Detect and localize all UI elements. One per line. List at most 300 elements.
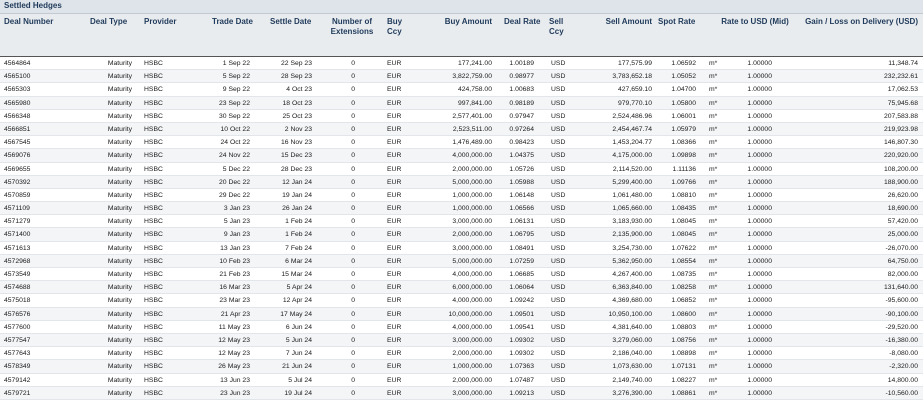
cell-sell-ccy: USD — [551, 310, 566, 318]
cell-deal-number: 4570392 — [4, 178, 31, 186]
col-header-deal-type[interactable]: Deal Type — [90, 17, 128, 26]
cell-rate-to-usd: 1.00000 — [747, 336, 772, 344]
cell-settle-date: 19 Jan 24 — [282, 191, 312, 199]
cell-trade-date: 13 Jun 23 — [220, 376, 250, 384]
cell-sell-amount: 3,279,060.00 — [612, 336, 652, 344]
cell-extensions: 0 — [351, 297, 355, 305]
cell-extensions: 0 — [351, 112, 355, 120]
cell-buy-ccy: EUR — [387, 165, 402, 173]
cell-gain-loss: 146,807.30 — [883, 139, 918, 147]
cell-sell-ccy: USD — [551, 125, 566, 133]
table-row[interactable] — [0, 387, 923, 400]
cell-sell-amount: 3,183,930.00 — [612, 218, 652, 226]
cell-rate-to-usd: 1.00000 — [747, 191, 772, 199]
cell-deal-rate: 0.98189 — [509, 99, 534, 107]
cell-spot-rate: 1.08435 — [671, 205, 696, 213]
cell-trade-date: 23 Jun 23 — [220, 389, 250, 397]
table-row[interactable] — [0, 97, 923, 110]
col-header-deal-number[interactable]: Deal Number — [4, 17, 54, 26]
cell-deal-number: 4565100 — [4, 73, 31, 81]
cell-trade-date: 11 May 23 — [218, 323, 250, 331]
cell-settle-date: 5 Jul 24 — [288, 376, 312, 384]
cell-sell-amount: 1,065,660.00 — [612, 205, 652, 213]
col-header-provider[interactable]: Provider — [144, 17, 177, 26]
cell-deal-rate: 1.09541 — [509, 323, 534, 331]
cell-spot-rate: 1.08227 — [671, 376, 696, 384]
cell-provider: HSBC — [144, 73, 163, 81]
cell-gain-loss: 17,062.53 — [887, 86, 918, 94]
cell-settle-date: 28 Sep 23 — [281, 73, 312, 81]
table-row[interactable] — [0, 189, 923, 202]
cell-buy-ccy: EUR — [387, 60, 402, 67]
cell-provider: HSBC — [144, 257, 163, 265]
cell-deal-type: Maturity — [107, 139, 132, 147]
cell-trade-date: 24 Nov 22 — [219, 152, 250, 160]
cell-method: m* — [709, 257, 718, 265]
cell-rate-to-usd: 1.00000 — [747, 271, 772, 278]
cell-settle-date: 5 Apr 24 — [286, 284, 312, 292]
cell-sell-ccy: USD — [551, 389, 566, 397]
cell-deal-number: 4566851 — [4, 125, 31, 133]
cell-sell-ccy: USD — [551, 297, 566, 305]
cell-method: m* — [709, 323, 718, 331]
cell-deal-number: 4564864 — [4, 60, 31, 67]
table-row[interactable] — [0, 347, 923, 360]
cell-buy-ccy: EUR — [387, 310, 402, 318]
cell-buy-amount: 1,000,000.00 — [452, 191, 492, 199]
col-header-buy-ccy[interactable]: Buy Ccy — [387, 17, 403, 36]
cell-extensions: 0 — [351, 139, 355, 147]
cell-provider: HSBC — [144, 310, 163, 318]
table-row[interactable] — [0, 268, 923, 281]
cell-deal-number: 4571109 — [4, 205, 30, 213]
cell-rate-to-usd: 1.00000 — [747, 152, 772, 160]
cell-buy-amount: 3,000,000.00 — [452, 244, 492, 252]
col-header-sell-amount[interactable]: Sell Amount — [605, 17, 652, 26]
cell-gain-loss: 11,348.74 — [888, 60, 918, 67]
table-row[interactable] — [0, 149, 923, 162]
cell-sell-amount: 2,454,467.74 — [612, 125, 652, 133]
table-row[interactable] — [0, 202, 923, 215]
cell-deal-type: Maturity — [107, 125, 132, 133]
cell-sell-ccy: USD — [551, 350, 566, 358]
cell-rate-to-usd: 1.00000 — [747, 376, 772, 384]
table-row[interactable] — [0, 57, 923, 70]
cell-trade-date: 29 Dec 22 — [219, 191, 250, 199]
cell-buy-ccy: EUR — [387, 257, 402, 265]
cell-settle-date: 6 Jun 24 — [285, 323, 312, 331]
cell-extensions: 0 — [351, 125, 355, 133]
cell-deal-rate: 1.00683 — [509, 86, 534, 94]
cell-trade-date: 5 Sep 22 — [222, 73, 250, 81]
cell-sell-ccy: USD — [551, 363, 566, 371]
col-header-settle-date[interactable]: Settle Date — [270, 17, 312, 26]
cell-buy-ccy: EUR — [387, 125, 402, 133]
cell-sell-ccy: USD — [551, 60, 566, 67]
cell-provider: HSBC — [144, 205, 163, 213]
cell-method: m* — [709, 244, 718, 252]
cell-buy-amount: 1,000,000.00 — [452, 205, 492, 213]
cell-gain-loss: 220,920.00 — [883, 152, 918, 160]
cell-provider: HSBC — [144, 218, 163, 226]
cell-provider: HSBC — [144, 336, 163, 344]
cell-extensions: 0 — [351, 205, 355, 213]
cell-buy-amount: 3,000,000.00 — [452, 389, 492, 397]
cell-settle-date: 4 Oct 23 — [286, 86, 312, 94]
cell-deal-type: Maturity — [107, 73, 132, 81]
cell-method: m* — [709, 125, 718, 133]
cell-sell-amount: 979,770.10 — [617, 99, 652, 107]
table-row[interactable] — [0, 321, 923, 334]
table-row[interactable] — [0, 123, 923, 136]
cell-extensions: 0 — [351, 231, 355, 239]
cell-buy-ccy: EUR — [387, 376, 402, 384]
cell-trade-date: 12 May 23 — [218, 350, 250, 358]
table-body — [0, 57, 923, 400]
cell-buy-ccy: EUR — [387, 99, 402, 107]
cell-extensions: 0 — [351, 271, 355, 278]
cell-method: m* — [709, 112, 718, 120]
cell-settle-date: 1 Feb 24 — [285, 231, 312, 239]
cell-deal-type: Maturity — [107, 257, 132, 265]
cell-buy-ccy: EUR — [387, 271, 402, 278]
cell-trade-date: 10 Oct 22 — [220, 125, 250, 133]
panel-title-bar — [0, 0, 923, 14]
cell-gain-loss: -8,080.00 — [889, 350, 918, 358]
cell-rate-to-usd: 1.00000 — [747, 297, 772, 305]
cell-buy-amount: 3,000,000.00 — [452, 218, 492, 226]
cell-buy-ccy: EUR — [387, 178, 402, 186]
cell-settle-date: 7 Feb 24 — [285, 244, 312, 252]
cell-extensions: 0 — [351, 165, 355, 173]
cell-deal-rate: 1.07363 — [509, 363, 534, 371]
cell-deal-number: 4571400 — [4, 231, 31, 239]
cell-trade-date: 20 Dec 22 — [219, 178, 250, 186]
cell-deal-type: Maturity — [107, 363, 132, 371]
cell-deal-type: Maturity — [107, 178, 132, 186]
cell-deal-type: Maturity — [107, 323, 132, 331]
cell-provider: HSBC — [144, 191, 163, 199]
cell-trade-date: 9 Sep 22 — [222, 86, 250, 94]
table-row[interactable] — [0, 360, 923, 373]
cell-buy-amount: 4,000,000.00 — [452, 297, 492, 305]
cell-sell-amount: 5,362,950.00 — [612, 257, 652, 265]
table-row[interactable] — [0, 334, 923, 347]
cell-spot-rate: 1.08600 — [671, 310, 696, 318]
cell-sell-amount: 4,381,640.00 — [612, 323, 652, 331]
cell-sell-ccy: USD — [551, 99, 566, 107]
cell-deal-number: 4571279 — [4, 218, 31, 226]
cell-spot-rate: 1.08366 — [671, 139, 696, 147]
cell-deal-type: Maturity — [107, 284, 132, 292]
cell-buy-ccy: EUR — [387, 323, 402, 331]
cell-gain-loss: 232,232.61 — [883, 73, 918, 81]
cell-deal-number: 4567545 — [4, 139, 31, 147]
cell-deal-number: 4569076 — [4, 152, 31, 160]
cell-buy-ccy: EUR — [387, 86, 402, 94]
cell-rate-to-usd: 1.00000 — [747, 310, 772, 318]
cell-buy-amount: 4,000,000.00 — [452, 271, 492, 278]
cell-sell-amount: 1,061,480.00 — [612, 191, 652, 199]
cell-rate-to-usd: 1.00000 — [747, 99, 772, 107]
cell-method: m* — [709, 178, 718, 186]
cell-buy-ccy: EUR — [387, 218, 402, 226]
cell-provider: HSBC — [144, 284, 163, 292]
cell-deal-rate: 1.05988 — [509, 178, 534, 186]
cell-deal-rate: 1.09302 — [509, 336, 534, 344]
cell-deal-rate: 1.06064 — [509, 284, 534, 292]
cell-buy-ccy: EUR — [387, 244, 402, 252]
table-row[interactable] — [0, 308, 923, 321]
cell-trade-date: 24 Oct 22 — [220, 139, 250, 147]
cell-provider: HSBC — [144, 231, 163, 239]
cell-settle-date: 18 Oct 23 — [282, 99, 312, 107]
table-row[interactable] — [0, 163, 923, 176]
cell-spot-rate: 1.08810 — [671, 191, 696, 199]
cell-settle-date: 25 Oct 23 — [282, 112, 312, 120]
cell-method: m* — [709, 350, 718, 358]
cell-deal-number: 4577643 — [4, 350, 31, 358]
cell-method: m* — [709, 191, 718, 199]
table-row[interactable] — [0, 70, 923, 83]
cell-sell-amount: 2,186,040.00 — [612, 350, 652, 358]
cell-trade-date: 1 Sep 22 — [222, 60, 250, 67]
cell-gain-loss: 207,583.88 — [883, 112, 918, 120]
cell-buy-amount: 997,841.00 — [457, 99, 492, 107]
panel-title: Settled Hedges — [4, 1, 62, 10]
cell-spot-rate: 1.08861 — [671, 389, 696, 397]
cell-spot-rate: 1.08258 — [671, 284, 696, 292]
cell-sell-amount: 2,135,900.00 — [612, 231, 652, 239]
col-header-spot-rate[interactable]: Spot Rate — [658, 17, 696, 26]
cell-spot-rate: 1.08045 — [671, 218, 696, 226]
cell-deal-rate: 1.07487 — [509, 376, 534, 384]
cell-buy-amount: 2,523,511.00 — [452, 125, 492, 133]
cell-buy-amount: 4,000,000.00 — [452, 323, 492, 331]
cell-deal-type: Maturity — [107, 165, 132, 173]
cell-settle-date: 12 Jan 24 — [282, 178, 312, 186]
cell-method: m* — [709, 231, 718, 239]
cell-buy-ccy: EUR — [387, 73, 402, 81]
col-header-gain-loss[interactable]: Gain / Loss on Delivery (USD) — [805, 17, 918, 26]
cell-method: m* — [709, 336, 718, 344]
cell-settle-date: 21 Jun 24 — [282, 363, 312, 371]
cell-provider: HSBC — [144, 350, 163, 358]
table-row[interactable] — [0, 228, 923, 241]
table-row[interactable] — [0, 215, 923, 228]
cell-spot-rate: 1.08554 — [671, 257, 696, 265]
cell-buy-amount: 424,758.00 — [457, 86, 492, 94]
cell-deal-number: 4569655 — [4, 165, 31, 173]
cell-provider: HSBC — [144, 244, 163, 252]
cell-rate-to-usd: 1.00000 — [747, 284, 772, 292]
cell-buy-amount: 1,000,000.00 — [452, 363, 492, 371]
cell-buy-ccy: EUR — [387, 112, 402, 120]
cell-spot-rate: 1.06592 — [671, 60, 696, 67]
cell-buy-amount: 2,000,000.00 — [452, 350, 492, 358]
cell-sell-ccy: USD — [551, 152, 566, 160]
cell-settle-date: 7 Jun 24 — [285, 350, 312, 358]
cell-deal-type: Maturity — [107, 376, 132, 384]
cell-deal-type: Maturity — [107, 231, 132, 239]
cell-buy-ccy: EUR — [387, 389, 402, 397]
cell-buy-ccy: EUR — [387, 336, 402, 344]
table-row[interactable] — [0, 294, 923, 307]
cell-rate-to-usd: 1.00000 — [747, 363, 772, 371]
cell-spot-rate: 1.09766 — [671, 178, 696, 186]
cell-spot-rate: 1.05800 — [671, 99, 696, 107]
table-row[interactable] — [0, 110, 923, 123]
cell-extensions: 0 — [351, 218, 355, 226]
cell-extensions: 0 — [351, 60, 355, 67]
cell-deal-rate: 0.97264 — [509, 125, 534, 133]
cell-gain-loss: 108,200.00 — [883, 165, 918, 173]
cell-deal-number: 4573549 — [4, 271, 31, 278]
cell-settle-date: 5 Jun 24 — [285, 336, 312, 344]
cell-deal-number: 4579721 — [4, 389, 31, 397]
cell-deal-type: Maturity — [107, 310, 132, 318]
cell-buy-amount: 6,000,000.00 — [452, 284, 492, 292]
table-row[interactable] — [0, 255, 923, 268]
cell-gain-loss: 75,945.68 — [887, 99, 918, 107]
cell-extensions: 0 — [351, 323, 355, 331]
cell-deal-number: 4565303 — [4, 86, 31, 94]
cell-gain-loss: 57,420.00 — [887, 218, 918, 226]
cell-extensions: 0 — [351, 73, 355, 81]
col-header-deal-rate[interactable]: Deal Rate — [504, 17, 541, 26]
table-row[interactable] — [0, 374, 923, 387]
col-header-buy-amount[interactable]: Buy Amount — [444, 17, 492, 26]
cell-extensions: 0 — [351, 178, 355, 186]
table-row[interactable] — [0, 136, 923, 149]
cell-provider: HSBC — [144, 178, 163, 186]
cell-rate-to-usd: 1.00000 — [747, 323, 772, 331]
cell-deal-rate: 1.08491 — [509, 244, 534, 252]
cell-buy-ccy: EUR — [387, 152, 402, 160]
cell-gain-loss: 64,750.00 — [887, 257, 918, 265]
cell-provider: HSBC — [144, 152, 163, 160]
cell-deal-rate: 0.98977 — [509, 73, 534, 81]
col-header-trade-date[interactable]: Trade Date — [212, 17, 253, 26]
table-row[interactable] — [0, 281, 923, 294]
cell-extensions: 0 — [351, 336, 355, 344]
cell-settle-date: 6 Mar 24 — [285, 257, 312, 265]
cell-buy-ccy: EUR — [387, 231, 402, 239]
cell-provider: HSBC — [144, 60, 163, 67]
cell-deal-number: 4572968 — [4, 257, 31, 265]
cell-sell-amount: 5,299,400.00 — [612, 178, 652, 186]
cell-provider: HSBC — [144, 99, 163, 107]
cell-trade-date: 23 Mar 23 — [219, 297, 250, 305]
cell-method: m* — [709, 139, 718, 147]
cell-spot-rate: 1.09898 — [671, 152, 696, 160]
cell-rate-to-usd: 1.00000 — [747, 60, 772, 67]
cell-trade-date: 13 Jan 23 — [220, 244, 250, 252]
cell-deal-rate: 1.06795 — [509, 231, 534, 239]
cell-extensions: 0 — [351, 284, 355, 292]
cell-trade-date: 21 Apr 23 — [220, 310, 250, 318]
cell-provider: HSBC — [144, 165, 163, 173]
cell-deal-type: Maturity — [107, 205, 132, 213]
cell-rate-to-usd: 1.00000 — [747, 112, 772, 120]
cell-extensions: 0 — [351, 363, 355, 371]
table-header — [0, 14, 923, 57]
cell-extensions: 0 — [351, 191, 355, 199]
cell-sell-ccy: USD — [551, 257, 566, 265]
cell-trade-date: 21 Feb 23 — [219, 271, 250, 278]
cell-gain-loss: -95,600.00 — [885, 297, 918, 305]
cell-rate-to-usd: 1.00000 — [747, 231, 772, 239]
cell-deal-rate: 1.06148 — [509, 191, 534, 199]
col-header-sell-ccy[interactable]: Sell Ccy — [549, 17, 564, 36]
cell-rate-to-usd: 1.00000 — [747, 86, 772, 94]
cell-settle-date: 19 Jul 24 — [284, 389, 312, 397]
cell-buy-ccy: EUR — [387, 284, 402, 292]
cell-deal-type: Maturity — [107, 244, 132, 252]
cell-extensions: 0 — [351, 376, 355, 384]
cell-settle-date: 26 Jan 24 — [282, 205, 312, 213]
cell-provider: HSBC — [144, 86, 163, 94]
cell-spot-rate: 1.06001 — [671, 112, 696, 120]
cell-extensions: 0 — [351, 244, 355, 252]
cell-deal-rate: 0.98423 — [509, 139, 534, 147]
cell-buy-amount: 10,000,000.00 — [448, 310, 492, 318]
cell-buy-amount: 2,577,401.00 — [452, 112, 492, 120]
cell-spot-rate: 1.08756 — [671, 336, 696, 344]
cell-rate-to-usd: 1.00000 — [747, 257, 772, 265]
cell-provider: HSBC — [144, 125, 163, 133]
cell-buy-amount: 5,000,000.00 — [452, 257, 492, 265]
cell-buy-amount: 2,000,000.00 — [452, 376, 492, 384]
cell-gain-loss: 18,690.00 — [887, 205, 918, 213]
cell-gain-loss: -26,070.00 — [885, 244, 918, 252]
cell-buy-ccy: EUR — [387, 297, 402, 305]
cell-rate-to-usd: 1.00000 — [747, 389, 772, 397]
cell-rate-to-usd: 1.00000 — [747, 125, 772, 133]
cell-buy-ccy: EUR — [387, 139, 402, 147]
cell-settle-date: 15 Dec 23 — [281, 152, 312, 160]
cell-rate-to-usd: 1.00000 — [747, 350, 772, 358]
cell-sell-amount: 3,783,652.18 — [612, 73, 652, 81]
cell-buy-amount: 3,000,000.00 — [452, 336, 492, 344]
col-header-number-of-extensions[interactable]: Number of Extensions — [330, 17, 374, 36]
cell-method: m* — [709, 297, 718, 305]
cell-extensions: 0 — [351, 99, 355, 107]
table-row[interactable] — [0, 83, 923, 96]
cell-sell-amount: 10,950,100.00 — [608, 310, 652, 318]
cell-extensions: 0 — [351, 86, 355, 94]
cell-extensions: 0 — [351, 152, 355, 160]
cell-sell-amount: 3,254,730.00 — [612, 244, 652, 252]
cell-provider: HSBC — [144, 363, 163, 371]
cell-deal-number: 4565980 — [4, 99, 31, 107]
cell-sell-amount: 1,073,630.00 — [612, 363, 652, 371]
cell-deal-type: Maturity — [107, 297, 132, 305]
cell-sell-ccy: USD — [551, 205, 566, 213]
cell-deal-type: Maturity — [107, 152, 132, 160]
col-header-rate-to-usd[interactable]: Rate to USD (Mid) — [721, 17, 789, 26]
cell-extensions: 0 — [351, 310, 355, 318]
cell-gain-loss: -2,320.00 — [889, 363, 918, 371]
table-row[interactable] — [0, 176, 923, 189]
cell-rate-to-usd: 1.00000 — [747, 205, 772, 213]
cell-sell-amount: 427,659.10 — [617, 86, 652, 94]
cell-deal-number: 4570859 — [4, 191, 31, 199]
table-row[interactable] — [0, 242, 923, 255]
cell-gain-loss: 188,900.00 — [883, 178, 918, 186]
cell-spot-rate: 1.05979 — [671, 125, 696, 133]
cell-gain-loss: 82,000.00 — [887, 271, 918, 278]
